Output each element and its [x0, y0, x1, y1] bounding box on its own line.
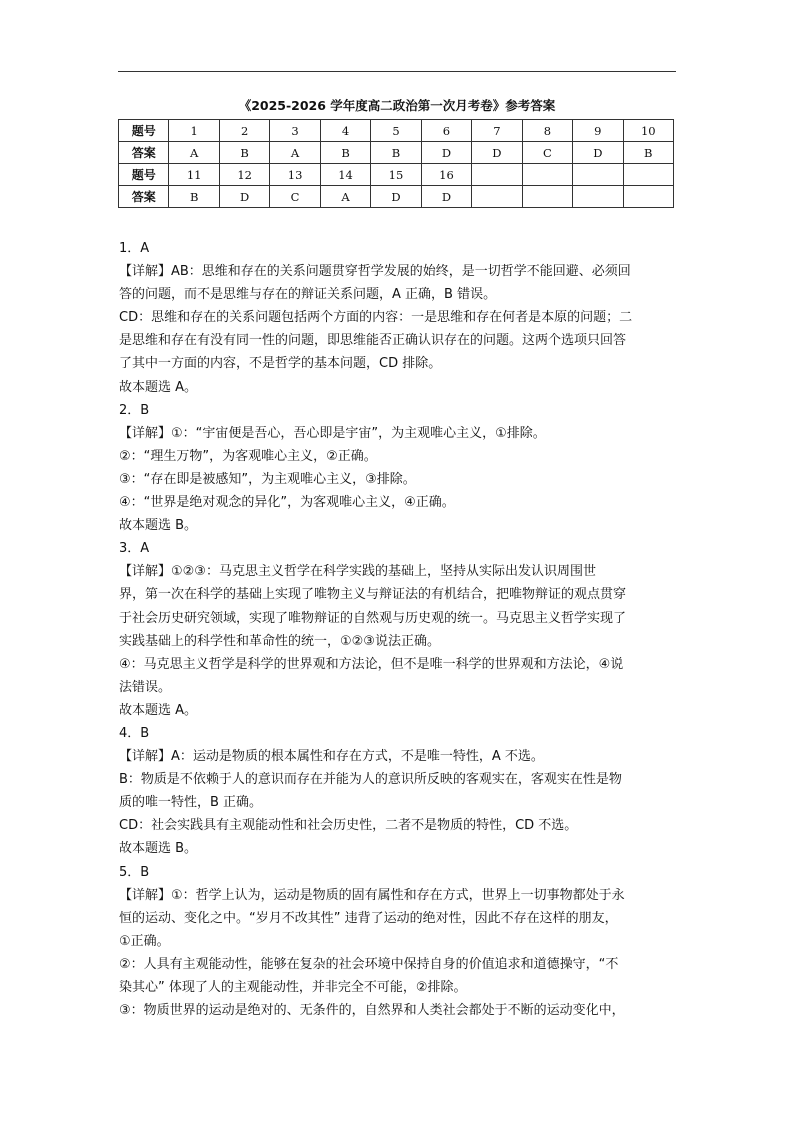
- table-row: [119, 142, 674, 164]
- answer-explanations: [119, 237, 676, 1022]
- table-cell: B: [320, 142, 370, 164]
- text-line: CD：思维和存在的关系问题包括两个方面的内容：一是思维和存在何者是本原的问题；二: [119, 310, 633, 326]
- text-line: 法错误。: [119, 679, 172, 695]
- text-line: 故本题选 B。: [119, 518, 198, 534]
- table-cell: B: [623, 142, 673, 164]
- table-cell: [573, 164, 623, 186]
- table-cell: A: [320, 186, 370, 208]
- text-line: 故本题选 B。: [119, 841, 198, 857]
- text-line: ④：马克思主义哲学是科学的世界观和方法论，但不是唯一科学的世界观和方法论，④说: [119, 656, 624, 672]
- table-cell: 9: [573, 120, 623, 142]
- table-cell: 10: [623, 120, 673, 142]
- text-line: CD：社会实践具有主观能动性和社会历史性，二者不是物质的特性，CD 不选。: [119, 818, 578, 834]
- table-cell: [573, 186, 623, 208]
- answer-table: [118, 119, 674, 208]
- text-line: 故本题选 A。: [119, 379, 198, 395]
- table-cell: A: [270, 142, 320, 164]
- text-line: 质的唯一特性，B 正确。: [119, 795, 263, 811]
- table-cell: D: [421, 142, 471, 164]
- text-line: 2．B: [119, 402, 150, 418]
- table-cell: 4: [320, 120, 370, 142]
- table-cell: 8: [522, 120, 572, 142]
- text-line: 【详解】①：“宇宙便是吾心，吾心即是宇宙”，为主观唯心主义，①排除。: [119, 425, 546, 441]
- table-cell: D: [219, 186, 269, 208]
- document-title: 《2025-2026 学年度高二政治第一次月考卷》参考答案: [238, 98, 556, 113]
- table-row-header: 题号: [119, 120, 169, 142]
- text-line: 1．A: [119, 241, 150, 256]
- text-line: 界，第一次在科学的基础上实现了唯物主义与辩证法的有机结合，把唯物辩证的观点贯穿: [119, 587, 627, 603]
- text-line: ③：物质世界的运动是绝对的、无条件的，自然界和人类社会都处于不断的运动变化中，: [119, 1003, 625, 1019]
- text-line: 【详解】①：哲学上认为，运动是物质的固有属性和存在方式，世界上一切事物都处于永: [119, 887, 625, 903]
- table-cell: B: [169, 186, 219, 208]
- table-cell: C: [270, 186, 320, 208]
- table-cell: 1: [169, 120, 219, 142]
- text-line: 5．B: [119, 864, 150, 880]
- table-cell: [522, 186, 572, 208]
- text-line: 答的问题，而不是思维与存在的辩证关系问题，A 正确，B 错误。: [119, 287, 497, 303]
- table-row: [119, 164, 674, 186]
- table-cell: 15: [371, 164, 421, 186]
- table-cell: 5: [371, 120, 421, 142]
- table-cell: 7: [472, 120, 522, 142]
- table-cell: 11: [169, 164, 219, 186]
- header-rule: [118, 71, 676, 72]
- text-line: 染其心” 体现了人的主观能动性，并非完全不可能，②排除。: [119, 980, 467, 995]
- table-cell: D: [421, 186, 471, 208]
- table-cell: [472, 186, 522, 208]
- table-cell: 14: [320, 164, 370, 186]
- text-line: 了其中一方面的内容，不是哲学的基本问题，CD 排除。: [119, 356, 442, 372]
- text-line: 是思维和存在有没有同一性的问题，即思维能否正确认识存在的问题。这两个选项只回答: [119, 333, 627, 349]
- text-line: ③：“存在即是被感知”，为主观唯心主义，③排除。: [119, 471, 416, 487]
- table-cell: [522, 164, 572, 186]
- text-line: 于社会历史研究领域，实现了唯物辩证的自然观与历史观的统一。马克思主义哲学实现了: [119, 610, 627, 626]
- table-cell: 12: [219, 164, 269, 186]
- table-cell: [623, 186, 673, 208]
- table-cell: C: [522, 142, 572, 164]
- text-line: ②：“理生万物”，为客观唯心主义，②正确。: [119, 448, 377, 464]
- table-cell: 6: [421, 120, 471, 142]
- table-cell: 3: [270, 120, 320, 142]
- table-cell: A: [169, 142, 219, 164]
- table-cell: 2: [219, 120, 269, 142]
- text-line: 恒的运动、变化之中。“岁月不改其性” 违背了运动的绝对性，因此不存在这样的朋友，: [119, 910, 618, 926]
- table-cell: B: [371, 142, 421, 164]
- table-row-header: 答案: [119, 142, 169, 164]
- text-line: ①正确。: [119, 933, 170, 949]
- text-line: B：物质是不依赖于人的意识而存在并能为人的意识所反映的客观实在，客观实在性是物: [119, 772, 622, 788]
- text-line: 【详解】①②③：马克思主义哲学在科学实践的基础上，坚持从实际出发认识周围世: [119, 564, 596, 580]
- table-cell: D: [573, 142, 623, 164]
- table-cell: B: [219, 142, 269, 164]
- text-line: 3．A: [119, 541, 150, 557]
- table-cell: [472, 164, 522, 186]
- text-line: 4．B: [119, 725, 150, 741]
- table-row-header: 答案: [119, 186, 169, 208]
- table-row: [119, 186, 674, 208]
- table-row: [119, 120, 674, 142]
- text-line: 【详解】AB：思维和存在的关系问题贯穿哲学发展的始终，是一切哲学不能回避、必须回: [119, 264, 631, 280]
- table-cell: D: [472, 142, 522, 164]
- text-line: ④：“世界是绝对观念的异化”，为客观唯心主义，④正确。: [119, 495, 455, 511]
- table-row-header: 题号: [119, 164, 169, 186]
- text-line: ②：人具有主观能动性，能够在复杂的社会环境中保持自身的价值追求和道德操守，“不: [119, 956, 619, 972]
- table-cell: D: [371, 186, 421, 208]
- table-cell: 13: [270, 164, 320, 186]
- text-line: 故本题选 A。: [119, 702, 198, 718]
- table-cell: 16: [421, 164, 471, 186]
- text-line: 【详解】A：运动是物质的根本属性和存在方式，不是唯一特性，A 不选。: [119, 749, 544, 765]
- text-line: 实践基础上的科学性和革命性的统一，①②③说法正确。: [119, 633, 440, 649]
- table-cell: [623, 164, 673, 186]
